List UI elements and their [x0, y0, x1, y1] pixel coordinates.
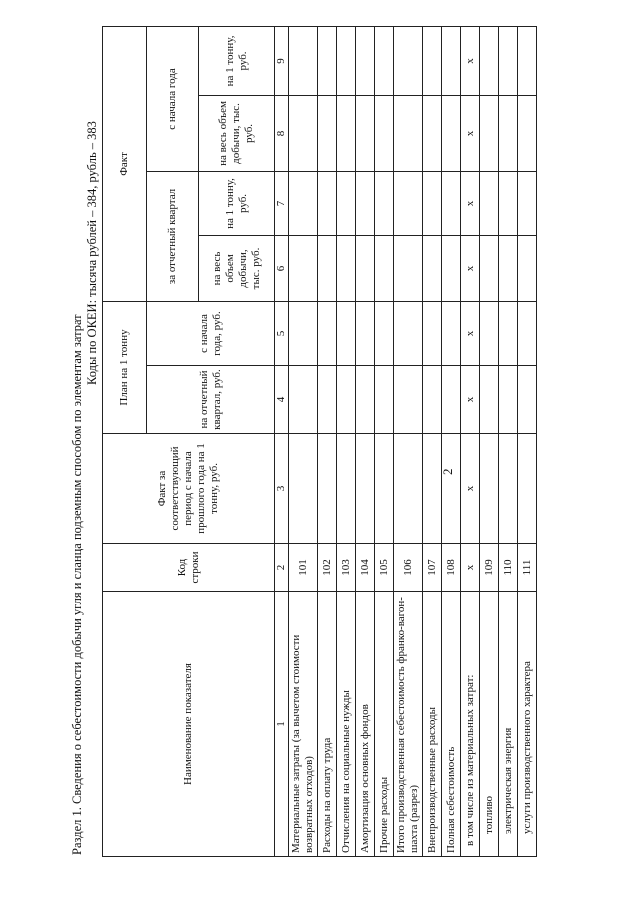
header-fact-quarter-volume: на весь объем добычи, тыс. руб.	[199, 235, 275, 301]
table-cell	[337, 171, 356, 235]
table-cell: х	[461, 366, 480, 434]
column-number: 3	[275, 434, 289, 544]
table-cell	[499, 301, 518, 365]
table-cell	[499, 26, 518, 95]
table-cell	[442, 171, 461, 235]
row-name: Амортизация основных фондов	[356, 592, 375, 857]
header-code: Код строки	[103, 544, 275, 592]
table-cell	[289, 301, 318, 365]
table-cell: х	[461, 95, 480, 171]
row-name: Материальные затраты (за вычетом стоимости возвратных отходов)	[289, 592, 318, 857]
header-plan-quarter: на отчетный квартал, руб.	[147, 366, 275, 434]
table-cell	[356, 235, 375, 301]
table-cell	[518, 434, 537, 544]
row-name: в том числе из материальных затрат:	[461, 592, 480, 857]
table-cell	[375, 301, 394, 365]
table-cell	[394, 366, 423, 434]
table-cell	[518, 171, 537, 235]
table-cell: х	[461, 301, 480, 365]
table-cell	[499, 171, 518, 235]
row-name: Расходы на оплату труда	[318, 592, 337, 857]
table-row	[499, 26, 518, 856]
table-cell	[356, 95, 375, 171]
table-cell	[423, 434, 442, 544]
table-row	[461, 26, 480, 856]
table-cell	[480, 301, 499, 365]
header-fact-quarter-per-ton: на 1 тонну, руб.	[199, 171, 275, 235]
table-cell	[442, 434, 461, 544]
row-name: Прочие расходы	[375, 592, 394, 857]
header-fact-year: с начала года	[147, 26, 199, 171]
cost-table	[102, 26, 537, 857]
table-cell	[375, 95, 394, 171]
table-cell	[318, 26, 337, 95]
row-code: 104	[356, 544, 375, 592]
table-cell	[337, 301, 356, 365]
table-cell	[394, 235, 423, 301]
table-body	[289, 26, 537, 856]
table-cell: х	[461, 235, 480, 301]
header-plan-year: с начала года, руб.	[147, 301, 275, 365]
table-cell	[499, 434, 518, 544]
table-row	[289, 26, 318, 856]
row-code: 105	[375, 544, 394, 592]
table-cell	[442, 95, 461, 171]
column-number: 4	[275, 366, 289, 434]
header-fact-year-per-ton: на 1 тонну, руб.	[199, 26, 275, 95]
section-title: Раздел 1. Сведения о себестоимости добычи угля и сланца подземным способом по элементам затрат	[70, 314, 84, 855]
table-row	[394, 26, 423, 856]
column-number: 8	[275, 95, 289, 171]
table-cell	[356, 301, 375, 365]
row-name: Отчисления на социальные нужды	[337, 592, 356, 857]
table-cell	[375, 434, 394, 544]
table-cell	[337, 434, 356, 544]
table-cell	[318, 366, 337, 434]
table-cell	[394, 434, 423, 544]
table-cell	[337, 366, 356, 434]
table-cell	[289, 95, 318, 171]
table-cell	[423, 26, 442, 95]
table-cell	[318, 235, 337, 301]
table-cell	[480, 366, 499, 434]
header-fact-year-volume: на весь объем добычи, тыс. руб.	[199, 95, 275, 171]
table-cell	[499, 366, 518, 434]
table-cell	[394, 171, 423, 235]
table-cell	[480, 434, 499, 544]
header-fact-prev: Факт за соответствующий период с начала прошлого года на 1 тонну, руб.	[103, 434, 275, 544]
row-code: 106	[394, 544, 423, 592]
table-cell	[356, 434, 375, 544]
table-row	[518, 26, 537, 856]
table-cell: х	[461, 26, 480, 95]
table-cell	[337, 95, 356, 171]
table-cell	[499, 95, 518, 171]
table-cell	[518, 235, 537, 301]
table-cell	[394, 95, 423, 171]
table-cell	[423, 235, 442, 301]
row-name: топливо	[480, 592, 499, 857]
table-cell	[394, 26, 423, 95]
table-row	[318, 26, 337, 856]
table-cell	[318, 171, 337, 235]
row-code: 103	[337, 544, 356, 592]
row-name: Полная себестоимость	[442, 592, 461, 857]
table-cell	[423, 366, 442, 434]
row-name: Внепроизводственные расходы	[423, 592, 442, 857]
table-cell	[289, 26, 318, 95]
table-row	[337, 26, 356, 856]
row-name: услуги производственного характера	[518, 592, 537, 857]
table-cell	[442, 235, 461, 301]
table-cell	[518, 26, 537, 95]
row-name: электрическая энергия	[499, 592, 518, 857]
row-code: 109	[480, 544, 499, 592]
table-cell	[480, 95, 499, 171]
table-cell	[394, 301, 423, 365]
row-name: Итого производственная себестоимость франко-вагон-шахта (разрез)	[394, 592, 423, 857]
table-cell	[318, 95, 337, 171]
header-fact: Факт	[103, 26, 147, 301]
table-cell: х	[461, 171, 480, 235]
column-number: 1	[275, 592, 289, 857]
table-cell	[442, 366, 461, 434]
table-cell	[375, 366, 394, 434]
table-cell	[356, 171, 375, 235]
header-name: Наименование показателя	[103, 592, 275, 857]
table-row	[480, 26, 499, 856]
column-number: 7	[275, 171, 289, 235]
table-cell	[518, 301, 537, 365]
table-row	[423, 26, 442, 856]
table-cell	[480, 171, 499, 235]
table-cell	[480, 235, 499, 301]
row-code: 107	[423, 544, 442, 592]
table-cell	[318, 434, 337, 544]
table-cell	[442, 26, 461, 95]
table-cell	[289, 434, 318, 544]
column-number: 2	[275, 544, 289, 592]
header-fact-quarter: за отчетный квартал	[147, 171, 199, 301]
table-cell	[442, 301, 461, 365]
row-code: 102	[318, 544, 337, 592]
table-cell	[289, 171, 318, 235]
row-code: х	[461, 544, 480, 592]
table-cell	[318, 301, 337, 365]
table-cell	[423, 171, 442, 235]
column-number: 6	[275, 235, 289, 301]
table-cell	[375, 171, 394, 235]
table-cell	[375, 26, 394, 95]
table-row	[442, 26, 461, 856]
table-cell	[518, 95, 537, 171]
table-cell	[356, 26, 375, 95]
table-cell	[423, 95, 442, 171]
table-cell	[480, 26, 499, 95]
table-cell	[423, 301, 442, 365]
table-cell: х	[461, 434, 480, 544]
header-plan: План на 1 тонну	[103, 301, 147, 433]
table-cell	[289, 366, 318, 434]
row-code: 111	[518, 544, 537, 592]
okei-codes: Коды по ОКЕИ: тысяча рублей – 384, рубль – 383	[85, 121, 99, 385]
row-code: 108	[442, 544, 461, 592]
table-cell	[518, 366, 537, 434]
table-cell	[337, 26, 356, 95]
table-cell	[289, 235, 318, 301]
table-cell	[375, 235, 394, 301]
table-row	[356, 26, 375, 856]
table-cell	[499, 235, 518, 301]
column-numbers-row	[275, 26, 289, 856]
row-code: 101	[289, 544, 318, 592]
table-cell	[356, 366, 375, 434]
column-number: 9	[275, 26, 289, 95]
column-number: 5	[275, 301, 289, 365]
table-cell	[337, 235, 356, 301]
page-number: 2	[440, 468, 455, 475]
table-row	[375, 26, 394, 856]
row-code: 110	[499, 544, 518, 592]
